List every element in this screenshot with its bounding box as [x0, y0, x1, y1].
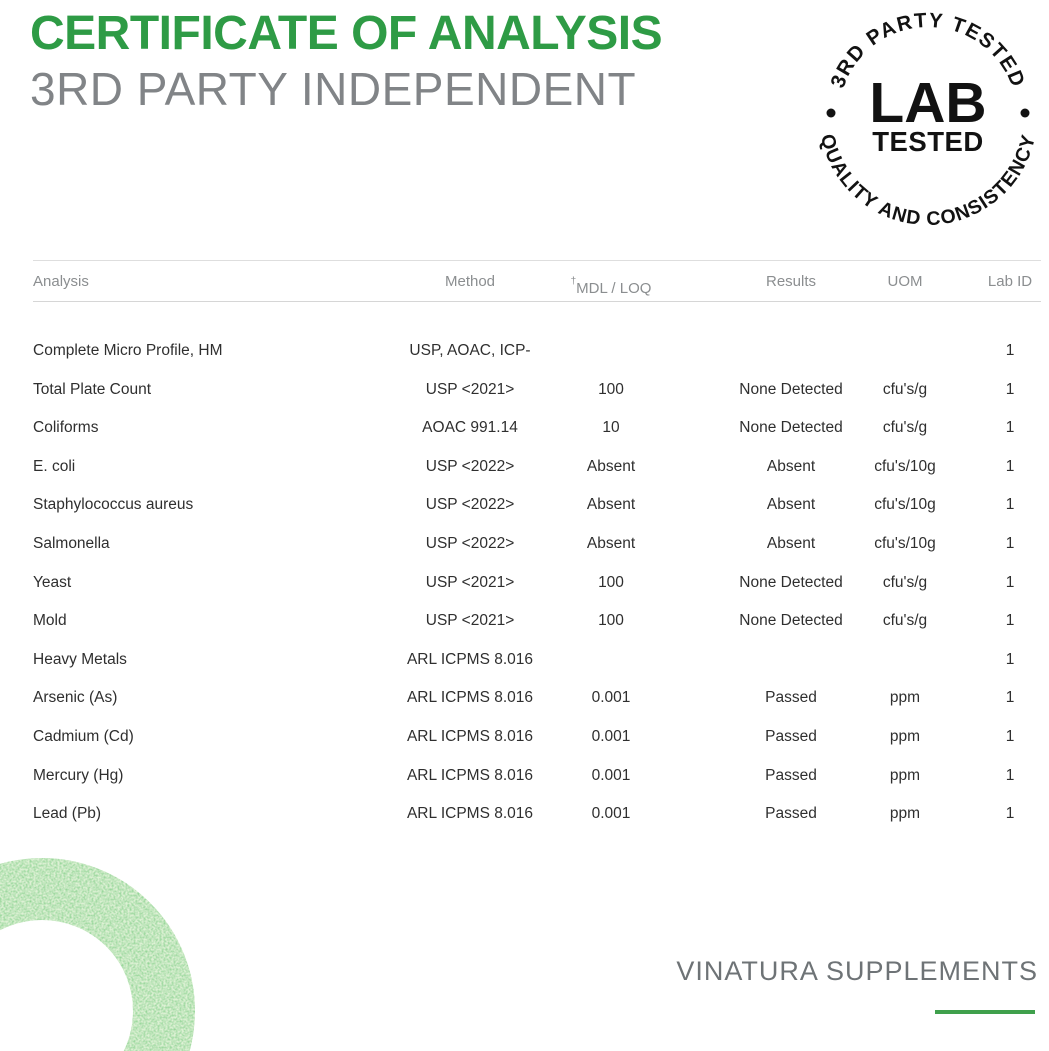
cell-mdl-loq: Absent	[586, 496, 636, 514]
cell-results: Absent	[766, 457, 816, 475]
cell-method: ARL ICPMS 8.016	[406, 766, 534, 784]
cell-uom: ppm	[889, 689, 921, 707]
brand-name: VINATURA SUPPLEMENTS	[676, 956, 1038, 986]
cell-lab-id: 1	[1005, 573, 1015, 591]
cell-mdl-loq: Absent	[586, 457, 636, 475]
cell-method: AOAC 991.14	[422, 419, 518, 437]
cell-results: Absent	[766, 496, 816, 514]
cell-method: ARL ICPMS 8.016	[406, 689, 534, 707]
cell-uom: ppm	[889, 727, 921, 745]
cell-lab-id: 1	[1005, 689, 1015, 707]
cell-mdl-loq: 0.001	[591, 727, 631, 745]
header-mdl-loq: †MDL / LOQ	[570, 276, 652, 297]
cell-results: None Detected	[739, 573, 843, 591]
cell-lab-id: 1	[1005, 727, 1015, 745]
table-row	[33, 795, 1041, 834]
cell-mdl-loq: 0.001	[591, 805, 631, 823]
cell-lab-id: 1	[1005, 342, 1015, 359]
table-row	[33, 564, 1041, 603]
dagger-symbol: †	[570, 276, 577, 287]
cell-lab-id: 1	[1005, 534, 1015, 552]
cell-lab-id: 1	[1005, 805, 1015, 823]
cell-uom: cfu's/g	[882, 612, 928, 630]
cell-method: USP <2021>	[425, 612, 515, 630]
header-analysis: Analysis	[33, 273, 89, 290]
cell-mdl-loq: 100	[598, 612, 624, 630]
cell-mdl-loq: 100	[598, 380, 624, 398]
table-row	[33, 525, 1041, 564]
cell-method: USP, AOAC, ICP-	[409, 342, 531, 359]
cell-mdl-loq: Absent	[586, 534, 636, 552]
cell-lab-id: 1	[1005, 766, 1015, 784]
cell-results: Passed	[765, 805, 817, 823]
cell-method: USP <2021>	[425, 573, 515, 591]
cell-mdl-loq: 10	[602, 419, 620, 437]
cell-mdl-loq: 0.001	[591, 766, 631, 784]
green-ring-decoration	[0, 845, 210, 1051]
cell-results: Passed	[765, 727, 817, 745]
brand-underline	[935, 1010, 1035, 1014]
cell-results: None Detected	[739, 380, 843, 398]
page-title: CERTIFICATE OF ANALYSIS	[30, 7, 663, 60]
table-row	[33, 448, 1041, 487]
cell-analysis: Heavy Metals	[33, 650, 127, 668]
badge-right-dot	[1021, 109, 1030, 118]
cell-uom: cfu's/g	[882, 419, 928, 437]
cell-uom: cfu's/10g	[874, 496, 936, 514]
header-results: Results	[765, 273, 817, 290]
cell-uom: cfu's/10g	[874, 534, 936, 552]
cell-analysis: Lead (Pb)	[33, 805, 102, 823]
cell-lab-id: 1	[1005, 380, 1015, 398]
cell-lab-id: 1	[1005, 419, 1015, 437]
table-row	[33, 371, 1041, 410]
cell-method: ARL ICPMS 8.016	[406, 650, 534, 668]
cell-analysis: Mercury (Hg)	[33, 766, 124, 784]
badge-left-dot	[827, 109, 836, 118]
badge-arc-top-text: 3RD PARTY TESTED	[826, 8, 1030, 92]
header-method: Method	[444, 273, 496, 290]
cell-results: None Detected	[739, 612, 843, 630]
table-body	[33, 302, 1041, 834]
cell-analysis: Mold	[33, 612, 67, 630]
cell-method: ARL ICPMS 8.016	[406, 727, 534, 745]
cell-analysis: Total Plate Count	[33, 380, 152, 398]
table-row	[33, 409, 1041, 448]
cell-analysis: E. coli	[33, 457, 76, 475]
cell-results: Passed	[765, 689, 817, 707]
cell-results: None Detected	[739, 419, 843, 437]
cell-uom: cfu's/g	[882, 573, 928, 591]
cell-uom: ppm	[889, 766, 921, 784]
cell-results: Passed	[765, 766, 817, 784]
header-uom: UOM	[887, 273, 923, 290]
cell-analysis: Staphylococcus aureus	[33, 496, 194, 514]
cell-uom: ppm	[889, 805, 921, 823]
cell-analysis: Arsenic (As)	[33, 689, 118, 707]
table-row	[33, 486, 1041, 525]
lab-tested-badge-icon	[810, 2, 1046, 238]
cell-analysis: Cadmium (Cd)	[33, 727, 134, 745]
cell-mdl-loq: 100	[598, 573, 624, 591]
badge-center-secondary: TESTED	[872, 126, 984, 157]
table-row	[33, 757, 1041, 796]
cell-method: USP <2022>	[425, 534, 515, 552]
header-lab-id: Lab ID	[987, 273, 1033, 290]
cell-mdl-loq: 0.001	[591, 689, 631, 707]
cell-lab-id: 1	[1005, 457, 1015, 475]
cell-uom: cfu's/g	[882, 380, 928, 398]
table-row	[33, 602, 1041, 641]
cell-uom: cfu's/10g	[874, 457, 936, 475]
table-row	[33, 718, 1041, 757]
cell-method: USP <2021>	[425, 380, 515, 398]
cell-analysis: Yeast	[33, 573, 72, 591]
table-header-row	[33, 260, 1041, 302]
cell-method: USP <2022>	[425, 496, 515, 514]
page-subtitle: 3RD PARTY INDEPENDENT	[30, 63, 637, 115]
cell-results: Absent	[766, 534, 816, 552]
coa-table	[33, 260, 1041, 834]
cell-analysis: Coliforms	[33, 419, 99, 437]
badge-arc-bottom-text: QUALITY AND CONSISTENCY	[815, 131, 1041, 231]
table-row	[33, 332, 1041, 371]
cell-method: USP <2022>	[425, 457, 515, 475]
cell-analysis: Complete Micro Profile, HM	[33, 342, 223, 359]
badge-center-primary: LAB	[869, 71, 987, 135]
cell-lab-id: 1	[1005, 496, 1015, 514]
table-row	[33, 641, 1041, 680]
table-row	[33, 679, 1041, 718]
cell-lab-id: 1	[1005, 650, 1015, 668]
cell-analysis: Salmonella	[33, 534, 110, 552]
cell-method: ARL ICPMS 8.016	[406, 805, 534, 823]
cell-lab-id: 1	[1005, 612, 1015, 630]
